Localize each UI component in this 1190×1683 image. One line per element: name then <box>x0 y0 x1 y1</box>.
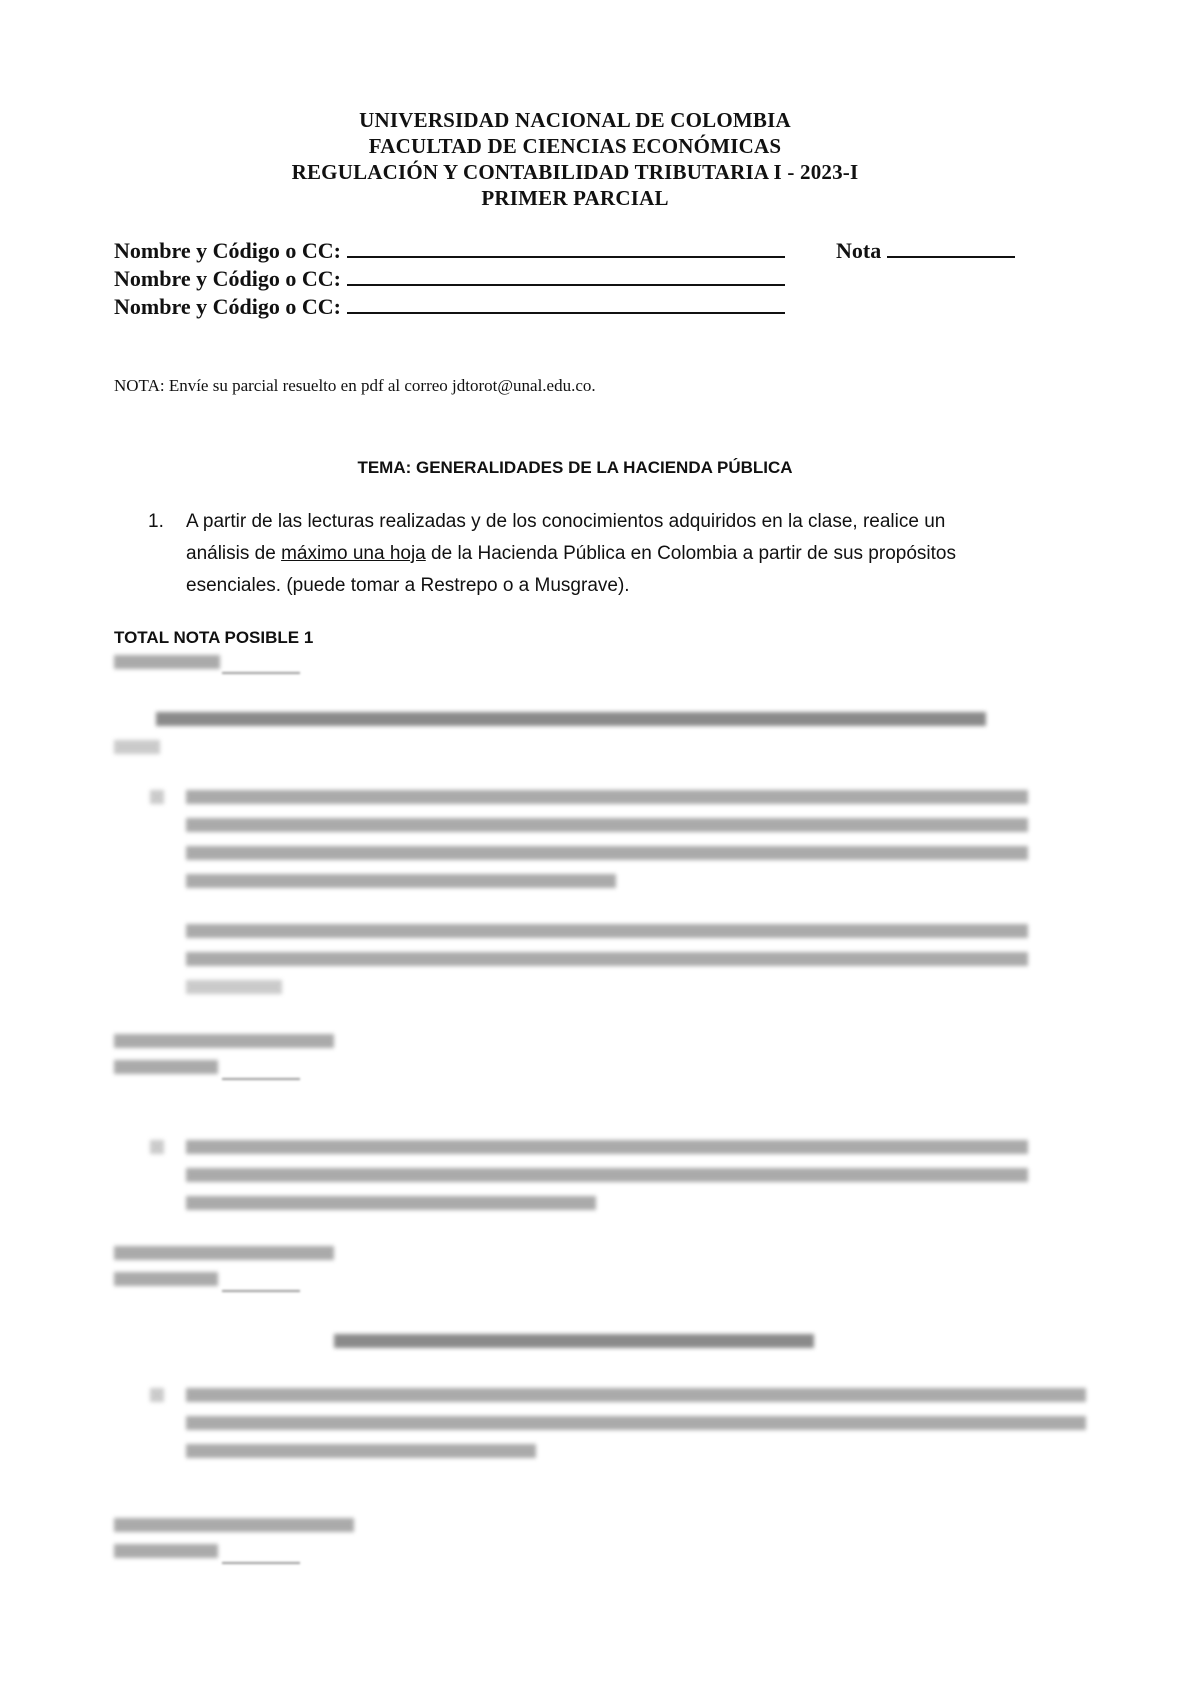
blurred-blank <box>222 672 300 674</box>
blurred-text <box>114 1246 334 1260</box>
exam-title: PRIMER PARCIAL <box>481 186 669 210</box>
blurred-text <box>114 1518 354 1532</box>
blurred-text <box>186 924 1028 938</box>
blurred-text <box>186 1168 1028 1182</box>
blurred-text <box>186 1140 1028 1154</box>
submission-note: NOTA: Envíe su parcial resuelto en pdf al correo jdtorot@unal.edu.co. <box>114 376 596 395</box>
grade-field-blank[interactable] <box>887 238 1015 258</box>
student-field-blank[interactable] <box>347 294 785 314</box>
student-field-label: Nombre y Código o CC: <box>114 238 341 263</box>
student-field-2[interactable] <box>114 266 785 292</box>
question-number: 1. <box>148 511 164 532</box>
blurred-text <box>186 846 1028 860</box>
blurred-text <box>186 1416 1086 1430</box>
blurred-text <box>114 1034 334 1048</box>
student-field-label: Nombre y Código o CC: <box>114 266 341 291</box>
grade-field[interactable] <box>836 238 1015 264</box>
question-text <box>186 506 1008 602</box>
blurred-text <box>114 740 160 754</box>
blurred-blank <box>222 1078 300 1080</box>
question-text-part: de la Hacienda Pública en Colombia a partir de sus propósitos esenciales. (puede tomar a Restrepo o a Musgrave). <box>186 543 956 596</box>
blurred-text <box>186 980 282 994</box>
blurred-text <box>186 1444 536 1458</box>
blurred-section-title <box>156 712 986 726</box>
blurred-text <box>186 952 1028 966</box>
blurred-text <box>186 790 1028 804</box>
student-field-label: Nombre y Código o CC: <box>114 294 341 319</box>
student-field-3[interactable] <box>114 294 785 320</box>
university-title: UNIVERSIDAD NACIONAL DE COLOMBIA <box>359 108 791 132</box>
blurred-text <box>186 818 1028 832</box>
section-title-1: TEMA: GENERALIDADES DE LA HACIENDA PÚBLICA <box>357 458 793 477</box>
course-title: REGULACIÓN Y CONTABILIDAD TRIBUTARIA I - 2023-I <box>291 160 859 184</box>
student-field-blank[interactable] <box>347 238 785 258</box>
blurred-text <box>114 1060 218 1074</box>
blurred-number <box>150 1388 164 1402</box>
student-field-1[interactable] <box>114 238 785 264</box>
blurred-text <box>114 1544 218 1558</box>
question-text-part: A partir de las lecturas realizadas y de los conocimientos adquiridos en la clase, realice un análisis de <box>186 511 946 564</box>
blurred-section-title <box>334 1334 814 1348</box>
blurred-text <box>114 655 220 669</box>
blurred-text <box>114 1272 218 1286</box>
blurred-number <box>150 1140 164 1154</box>
blurred-blank <box>222 1290 300 1292</box>
blurred-blank <box>222 1562 300 1564</box>
total-score-label-1: TOTAL NOTA POSIBLE 1 <box>114 628 314 647</box>
blurred-text <box>186 874 616 888</box>
student-field-blank[interactable] <box>347 266 785 286</box>
faculty-title: FACULTAD DE CIENCIAS ECONÓMICAS <box>368 134 782 158</box>
question-1 <box>148 506 1008 602</box>
blurred-number <box>150 790 164 804</box>
blurred-text <box>186 1196 596 1210</box>
blurred-text <box>186 1388 1086 1402</box>
grade-field-label: Nota <box>836 238 882 263</box>
underlined-phrase: máximo una hoja <box>281 543 426 564</box>
